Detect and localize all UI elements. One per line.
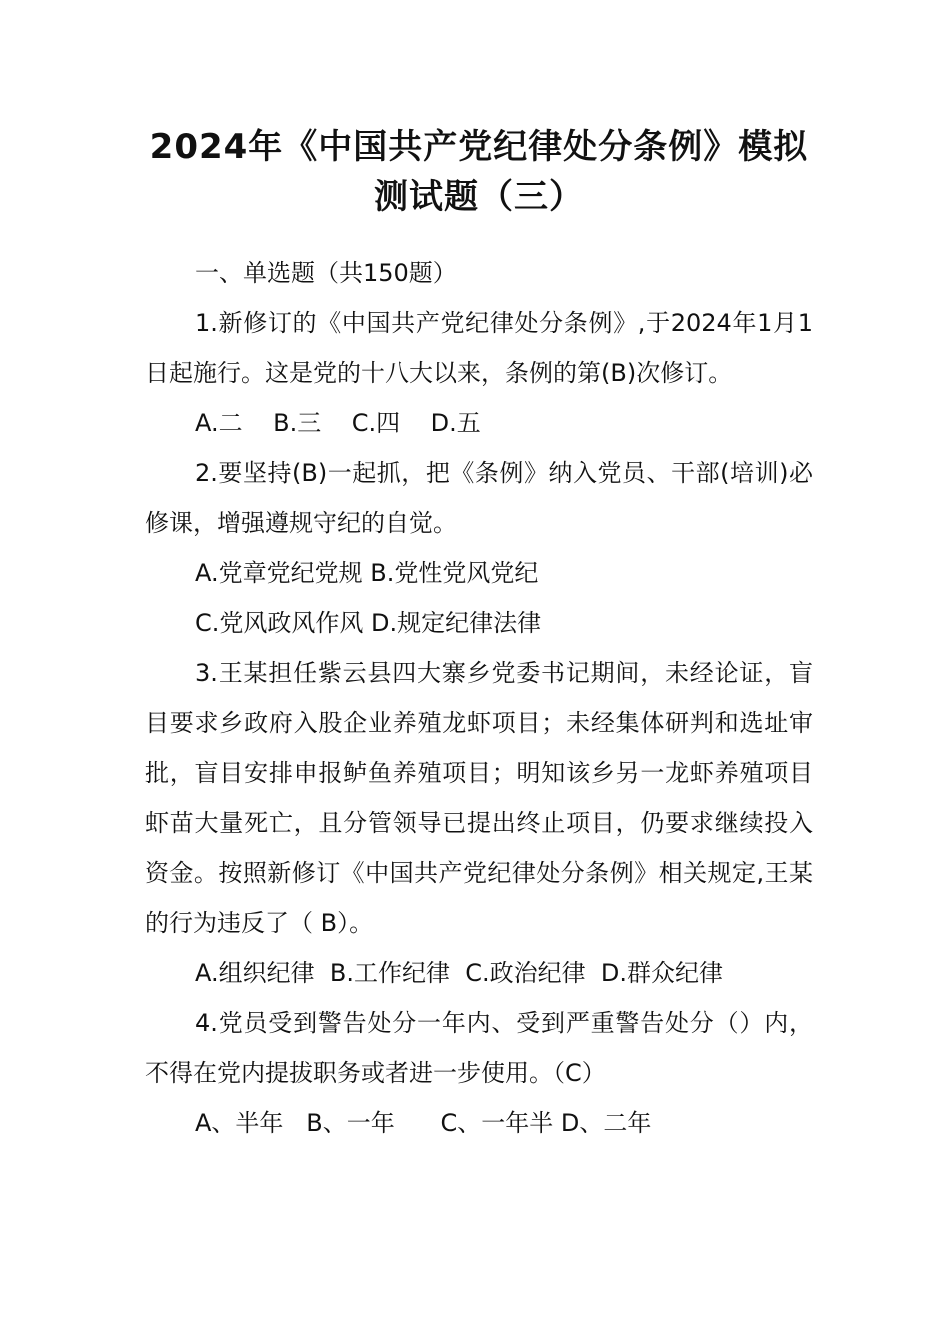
question-1-stem: 1.新修订的《中国共产党纪律处分条例》,于2024年1月1日起施行。这是党的十八大以来，条例的第(B)次修订。: [145, 309, 813, 387]
question-2-options-line-1: A.党章党纪党规 B.党性党风党纪: [195, 559, 539, 587]
title-line-1: 2024年《中国共产党纪律处分条例》模拟: [149, 127, 809, 167]
section-heading: 一、单选题（共150题）: [195, 259, 457, 287]
question-3-stem: 3.王某担任紫云县四大寨乡党委书记期间，未经论证，盲目要求乡政府入股企业养殖龙虾项目；未经集体研判和选址审批，盲目安排申报鲈鱼养殖项目；明知该乡另一龙虾养殖项目虾苗大量死亡，且分管领导已提出终止项目，仍要求继续投入资金。按照新修订《中国共产党纪律处分条例》相关规定,王某的行为违反了（ B）。: [145, 659, 813, 937]
question-2-options-line-2: C.党风政风作风 D.规定纪律法律: [195, 609, 542, 637]
question-4-options: A、半年 B、一年 C、一年半 D、二年: [195, 1109, 652, 1137]
document-title: [145, 122, 813, 222]
question-4-stem: 4.党员受到警告处分一年内、受到严重警告处分（）内，不得在党内提拔职务或者进一步使用。（C）: [145, 1009, 813, 1087]
question-3-options: A.组织纪律 B.工作纪律 C.政治纪律 D.群众纪律: [195, 959, 723, 987]
question-1-options: A.二 B.三 C.四 D.五: [195, 409, 481, 437]
document-page: [145, 122, 813, 1148]
question-2-stem: 2.要坚持(B)一起抓，把《条例》纳入党员、干部(培训)必修课，增强遵规守纪的自觉。: [145, 459, 813, 537]
title-line-2: 测试题（三）: [374, 177, 584, 217]
